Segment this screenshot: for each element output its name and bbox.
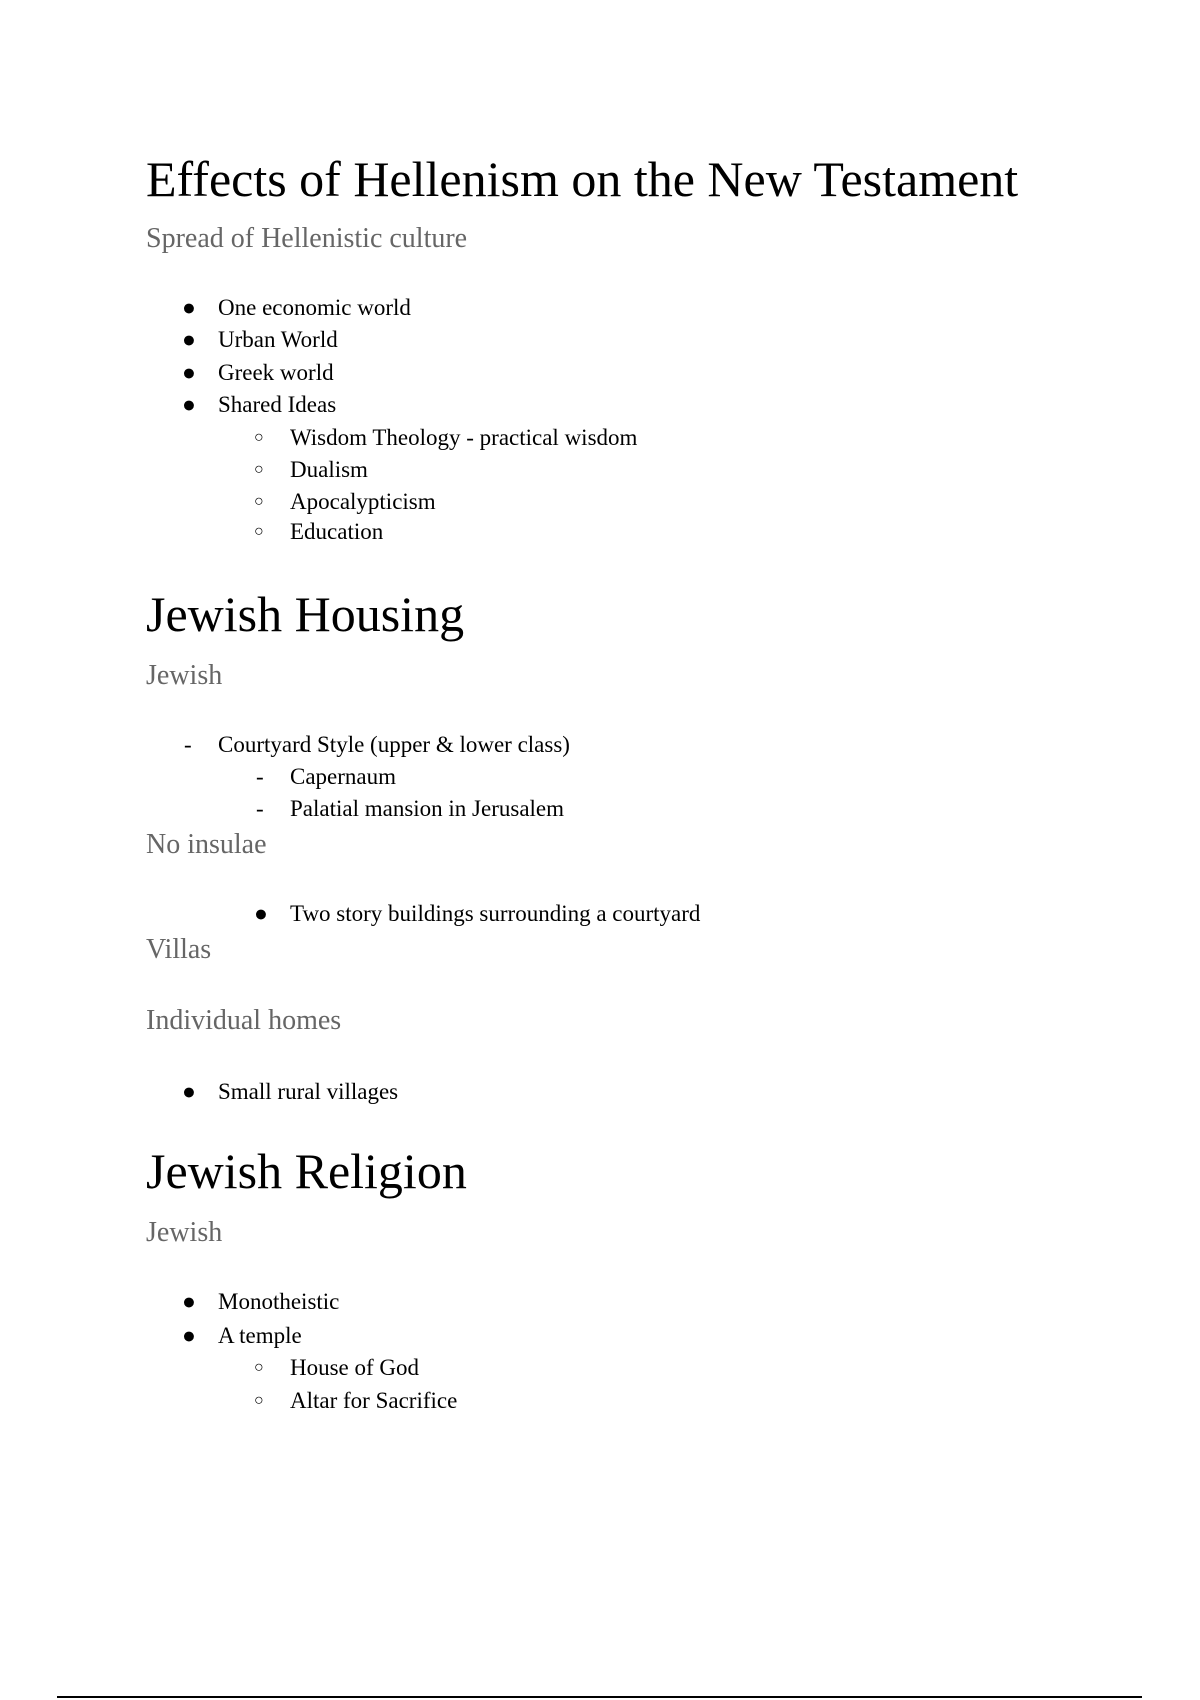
subtitle-jewish: Jewish — [146, 1217, 223, 1248]
bullet-circle-icon: ○ — [254, 1359, 264, 1376]
sub-list-item — [256, 796, 565, 821]
subtitle-individual-homes: Individual homes — [146, 1005, 342, 1036]
list-item-text: Greek world — [218, 360, 334, 385]
sub-list-item — [254, 457, 368, 482]
list-item-text: A temple — [218, 1323, 302, 1348]
list-item — [182, 327, 338, 352]
sub-list-item — [254, 901, 701, 926]
sub-list-item-text: Altar for Sacrifice — [290, 1388, 458, 1413]
list-item-text: One economic world — [218, 295, 411, 320]
sub-list-item — [254, 489, 436, 514]
sub-list-item-text: Wisdom Theology - practical wisdom — [290, 425, 638, 450]
bullet-disc-icon: ● — [182, 392, 196, 417]
sub-list-item-text: Palatial mansion in Jerusalem — [290, 796, 565, 821]
sub-list-item — [254, 1388, 458, 1413]
list-item — [182, 1079, 399, 1104]
list-item-text: Courtyard Style (upper & lower class) — [218, 732, 570, 757]
sub-list-item-text: Two story buildings surrounding a courtyard — [290, 901, 701, 926]
list-item — [182, 392, 337, 417]
bullet-disc-icon: ● — [182, 327, 196, 352]
sub-list-item — [256, 764, 397, 789]
sub-list-item-text: Capernaum — [290, 764, 397, 789]
bullet-circle-icon: ○ — [254, 523, 264, 540]
subtitle-villas: Villas — [146, 934, 212, 965]
page-bottom-rule — [57, 1696, 1142, 1698]
list-item — [182, 1323, 302, 1348]
sub-list-item — [254, 519, 384, 544]
list-item — [182, 295, 411, 320]
bullet-disc-icon: ● — [182, 1079, 196, 1104]
sub-list-item-text: Apocalypticism — [290, 489, 436, 514]
subtitle-spread-of-hellenistic-culture: Spread of Hellenistic culture — [146, 223, 468, 254]
sub-list-item-text: House of God — [290, 1355, 420, 1380]
sub-list-item-text: Dualism — [290, 457, 368, 482]
bullet-circle-icon: ○ — [254, 429, 264, 446]
list-item-text: Shared Ideas — [218, 392, 337, 417]
subtitle-no-insulae: No insulae — [146, 829, 267, 860]
bullet-dash-icon: - — [184, 732, 192, 757]
list-item — [182, 360, 334, 385]
heading-jewish-religion: Jewish Religion — [146, 1143, 467, 1199]
list-item — [182, 1289, 340, 1314]
heading-jewish-housing: Jewish Housing — [146, 586, 465, 642]
bullet-disc-icon: ● — [182, 1289, 196, 1314]
bullet-circle-icon: ○ — [254, 461, 264, 478]
bullet-dash-icon: - — [256, 764, 264, 789]
sub-list-item — [254, 425, 638, 450]
bullet-disc-icon: ● — [182, 360, 196, 385]
list-item-text: Monotheistic — [218, 1289, 340, 1314]
bullet-dash-icon: - — [256, 796, 264, 821]
bullet-circle-icon: ○ — [254, 493, 264, 510]
list-item-text: Urban World — [218, 327, 338, 352]
bullet-disc-icon: ● — [182, 1323, 196, 1348]
sub-list-item-text: Education — [290, 519, 384, 544]
subtitle-jewish: Jewish — [146, 660, 223, 691]
sub-list-item — [254, 1355, 420, 1380]
bullet-disc-icon: ● — [182, 295, 196, 320]
bullet-disc-icon: ● — [254, 901, 268, 926]
bullet-circle-icon: ○ — [254, 1392, 264, 1409]
list-item — [184, 732, 570, 757]
list-item-text: Small rural villages — [218, 1079, 399, 1104]
heading-effects-of-hellenism: Effects of Hellenism on the New Testament — [146, 151, 1019, 207]
